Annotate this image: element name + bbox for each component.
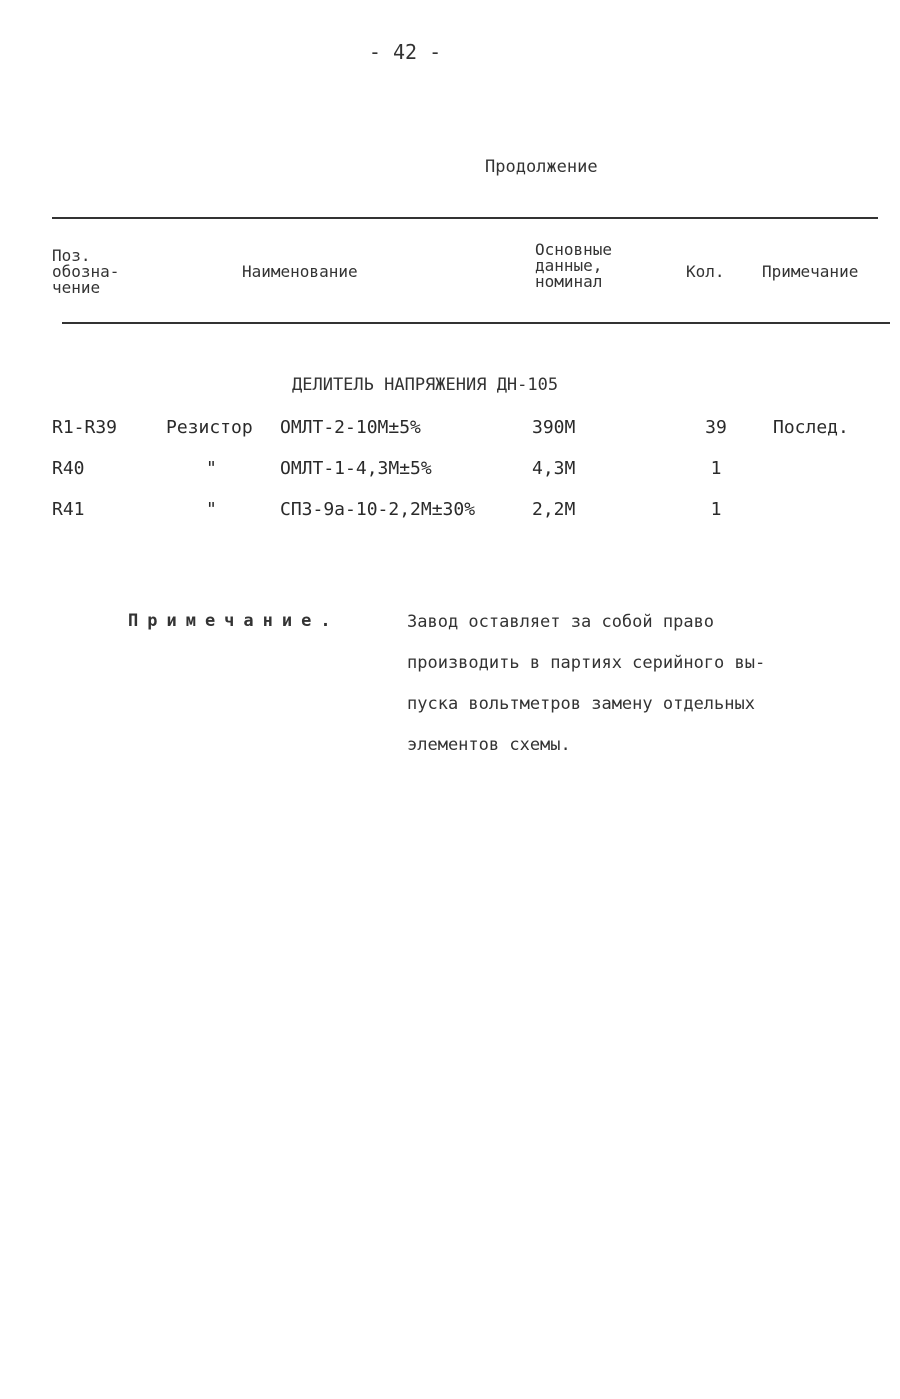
table-top-rule: [52, 217, 878, 219]
table-row: [0, 417, 900, 441]
row-model: ОМЛТ-2-10М±5%: [280, 417, 421, 438]
note-line: элементов схемы.: [407, 735, 571, 755]
row-type: ": [206, 458, 217, 479]
note-line: Завод оставляет за собой право: [407, 612, 715, 632]
row-quantity: 1: [710, 499, 722, 520]
row-quantity: 39: [705, 417, 727, 438]
header-data-line: номинал: [535, 272, 603, 291]
continuation-label: Продолжение: [485, 157, 598, 177]
row-data: 4,3М: [532, 458, 576, 479]
row-data: 390М: [532, 417, 576, 438]
note-line: производить в партиях серийного вы-: [407, 653, 766, 673]
header-quantity: Кол.: [686, 262, 725, 281]
header-data-line: данные,: [535, 256, 603, 275]
row-note: Послед.: [773, 417, 849, 438]
header-note: Примечание: [762, 262, 859, 281]
row-position: R1-R39: [52, 417, 118, 438]
table-row: [0, 499, 900, 523]
header-name: Наименование: [242, 262, 358, 281]
header-data-line: Основные: [535, 240, 613, 259]
header-position-line: Поз.: [52, 246, 91, 265]
note-line: пуска вольтметров замену отдельных: [407, 694, 755, 714]
group-title: ДЕЛИТЕЛЬ НАПРЯЖЕНИЯ ДН-105: [292, 375, 559, 395]
table-row: [0, 458, 900, 482]
row-type: Резистор: [166, 417, 253, 438]
note-text: [407, 611, 867, 775]
table-header-rule: [62, 322, 890, 324]
row-model: ОМЛТ-1-4,3М±5%: [280, 458, 432, 479]
row-position: R41: [52, 499, 85, 520]
header-position-line: чение: [52, 278, 101, 297]
row-model: СП3-9а-10-2,2М±30%: [280, 499, 476, 520]
row-type: ": [206, 499, 217, 520]
row-quantity: 1: [710, 458, 722, 479]
header-position: [52, 248, 119, 296]
row-position: R40: [52, 458, 85, 479]
row-data: 2,2М: [532, 499, 576, 520]
header-position-line: обозна-: [52, 262, 120, 281]
note-label: Примечание.: [128, 611, 340, 631]
header-data: [535, 242, 612, 290]
page-number: - 42 -: [368, 40, 442, 64]
